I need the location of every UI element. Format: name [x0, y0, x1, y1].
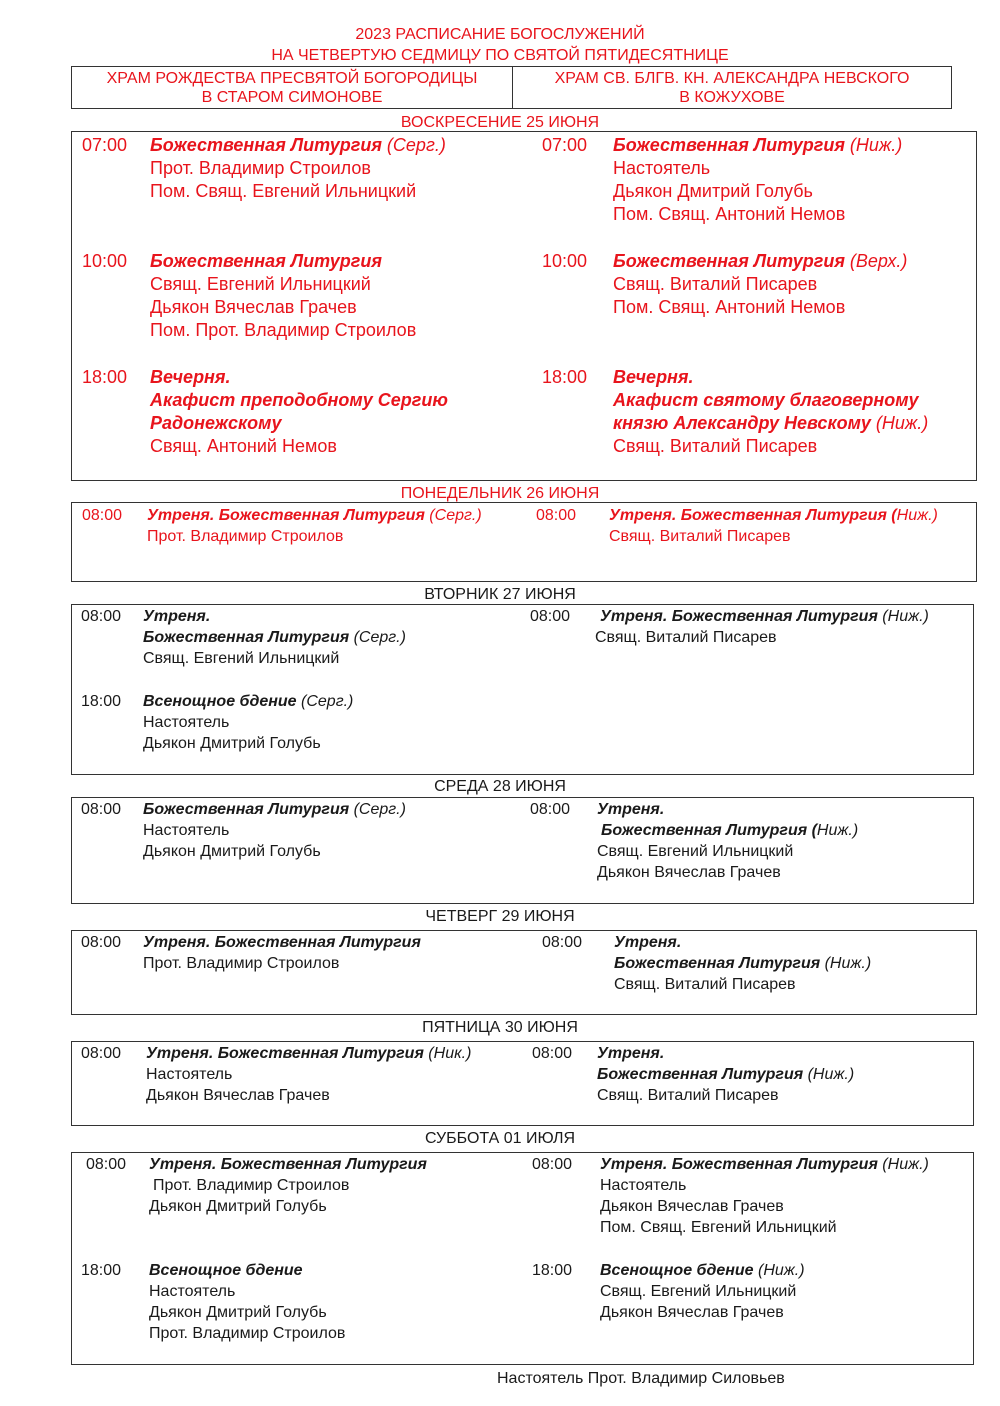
service-time: 10:00	[542, 251, 588, 271]
clergy-line: Настоятель	[149, 1283, 236, 1300]
service-name: Всенощное бдение	[149, 1262, 303, 1279]
service-time: 08:00	[530, 608, 571, 625]
clergy-line: Настоятель	[613, 158, 711, 178]
clergy-line: Дьякон Дмитрий Голубь	[613, 181, 813, 201]
clergy-line: Свящ. Виталий Писарев	[613, 274, 818, 294]
clergy-line: Дьякон Вячеслав Грачев	[597, 864, 781, 881]
service-time: 10:00	[82, 251, 128, 271]
clergy-line: Пом. Прот. Владимир Строилов	[150, 320, 417, 340]
service-time: 08:00	[532, 1045, 573, 1062]
clergy-line: Пом. Свящ. Антоний Немов	[613, 204, 846, 224]
service-name: Всенощное бдение (Ниж.)	[600, 1262, 805, 1279]
service-name: Божественная Литургия (Ниж.)	[601, 822, 859, 839]
church-left-line2: В СТАРОМ СИМОНОВЕ	[201, 89, 383, 106]
schedule-title-line2: НА ЧЕТВЕРТУЮ СЕДМИЦУ ПО СВЯТОЙ ПЯТИДЕСЯТНИЦЕ	[271, 47, 729, 64]
clergy-line: Настоятель	[600, 1177, 687, 1194]
clergy-line: Свящ. Виталий Писарев	[614, 976, 796, 993]
service-name: князю Александру Невскому (Ниж.)	[613, 413, 929, 433]
service-name: Божественная Литургия (Верх.)	[613, 251, 908, 271]
church-right-line2: В КОЖУХОВЕ	[679, 89, 785, 106]
service-name: Утреня.	[143, 608, 211, 625]
clergy-line: Дьякон Вячеслав Грачев	[600, 1304, 784, 1321]
service-name: Всенощное бдение (Серг.)	[143, 693, 354, 710]
day-heading-friday: ПЯТНИЦА 30 ИЮНЯ	[422, 1019, 578, 1036]
clergy-line: Пом. Свящ. Евгений Ильницкий	[150, 181, 417, 201]
church-right-name	[513, 69, 951, 107]
service-name: Утреня. Божественная Литургия (Ниж.)	[609, 507, 938, 524]
clergy-line: Пом. Свящ. Антоний Немов	[613, 297, 846, 317]
schedule-title-line1: 2023 РАСПИСАНИЕ БОГОСЛУЖЕНИЙ	[355, 26, 645, 43]
clergy-line: Пом. Свящ. Евгений Ильницкий	[600, 1219, 837, 1236]
service-name: Вечерня.	[613, 367, 694, 387]
clergy-line: Дьякон Вячеслав Грачев	[600, 1198, 784, 1215]
service-time: 08:00	[82, 507, 123, 524]
service-name: Божественная Литургия (Серг.)	[143, 629, 406, 646]
day-heading-monday: ПОНЕДЕЛЬНИК 26 ИЮНЯ	[400, 485, 600, 502]
service-name: Утреня. Божественная Литургия (Ниж.)	[600, 1156, 929, 1173]
service-name: Акафист святому благоверному	[613, 390, 919, 410]
service-name: Вечерня.	[150, 367, 231, 387]
church-left-line1: ХРАМ РОЖДЕСТВА ПРЕСВЯТОЙ БОГОРОДИЦЫ	[106, 70, 478, 87]
service-name: Божественная Литургия	[150, 251, 382, 271]
service-name: Утреня.	[597, 801, 665, 818]
clergy-line: Свящ. Виталий Писарев	[597, 1087, 779, 1104]
service-name: Утреня.	[597, 1045, 665, 1062]
service-name: Утреня. Божественная Литургия	[143, 934, 421, 951]
service-time: 08:00	[532, 1156, 573, 1173]
service-name: Акафист преподобному Сергию	[150, 390, 448, 410]
service-time: 07:00	[542, 135, 588, 155]
clergy-line: Свящ. Виталий Писарев	[609, 528, 791, 545]
day-heading-wednesday: СРЕДА 28 ИЮНЯ	[434, 778, 566, 795]
service-name: Утреня. Божественная Литургия (Ниж.)	[600, 608, 929, 625]
service-time: 08:00	[86, 1156, 127, 1173]
service-time: 08:00	[81, 934, 122, 951]
service-time: 18:00	[82, 367, 128, 387]
clergy-line: Дьякон Вячеслав Грачев	[150, 297, 357, 317]
day-heading-sunday: ВОСКРЕСЕНИЕ 25 ИЮНЯ	[400, 114, 600, 131]
service-time: 07:00	[82, 135, 128, 155]
clergy-line: Настоятель	[143, 714, 230, 731]
clergy-line: Прот. Владимир Строилов	[150, 158, 371, 178]
church-left-name	[72, 69, 512, 107]
service-name: Утреня. Божественная Литургия	[149, 1156, 427, 1173]
service-time: 08:00	[81, 1045, 122, 1062]
clergy-line: Свящ. Евгений Ильницкий	[600, 1283, 797, 1300]
church-right-line1: ХРАМ СВ. БЛГВ. КН. АЛЕКСАНДРА НЕВСКОГО	[554, 70, 910, 87]
clergy-line: Свящ. Антоний Немов	[150, 436, 337, 456]
service-name: Божественная Литургия (Серг.)	[150, 135, 446, 155]
service-name: Утреня.	[614, 934, 682, 951]
clergy-line: Свящ. Евгений Ильницкий	[597, 843, 794, 860]
service-name: Утреня. Божественная Литургия (Ник.)	[146, 1045, 472, 1062]
clergy-line: Настоятель	[146, 1066, 233, 1083]
service-time: 08:00	[542, 934, 583, 951]
service-time: 08:00	[81, 801, 122, 818]
day-heading-tuesday: ВТОРНИК 27 ИЮНЯ	[424, 586, 576, 603]
clergy-line: Дьякон Дмитрий Голубь	[149, 1304, 327, 1321]
service-name: Утреня. Божественная Литургия (Серг.)	[147, 507, 482, 524]
clergy-line: Дьякон Дмитрий Голубь	[149, 1198, 327, 1215]
service-time: 18:00	[532, 1262, 573, 1279]
service-time: 18:00	[81, 693, 122, 710]
service-name: Божественная Литургия (Ниж.)	[613, 135, 903, 155]
service-time: 08:00	[81, 608, 122, 625]
service-time: 18:00	[542, 367, 588, 387]
service-time: 08:00	[536, 507, 577, 524]
clergy-line: Дьякон Дмитрий Голубь	[143, 735, 321, 752]
service-time: 18:00	[81, 1262, 122, 1279]
clergy-line: Дьякон Дмитрий Голубь	[143, 843, 321, 860]
clergy-line: Прот. Владимир Строилов	[153, 1177, 350, 1194]
clergy-line: Прот. Владимир Строилов	[147, 528, 344, 545]
day-heading-thursday: ЧЕТВЕРГ 29 ИЮНЯ	[425, 908, 575, 925]
service-name: Божественная Литургия (Серг.)	[143, 801, 406, 818]
service-name: Божественная Литургия (Ниж.)	[597, 1066, 855, 1083]
service-name: Радонежскому	[150, 413, 282, 433]
church-header-box	[71, 66, 952, 109]
service-time: 08:00	[530, 801, 571, 818]
clergy-line: Настоятель	[143, 822, 230, 839]
clergy-line: Свящ. Виталий Писарев	[595, 629, 777, 646]
clergy-line: Свящ. Евгений Ильницкий	[150, 274, 371, 294]
service-name: Божественная Литургия (Ниж.)	[614, 955, 872, 972]
clergy-line: Свящ. Евгений Ильницкий	[143, 650, 340, 667]
clergy-line: Свящ. Виталий Писарев	[613, 436, 818, 456]
clergy-line: Прот. Владимир Строилов	[149, 1325, 346, 1342]
footer-signature: Настоятель Прот. Владимир Силовьев	[497, 1370, 785, 1387]
day-heading-saturday: СУББОТА 01 ИЮЛЯ	[424, 1130, 576, 1147]
clergy-line: Дьякон Вячеслав Грачев	[146, 1087, 330, 1104]
clergy-line: Прот. Владимир Строилов	[143, 955, 340, 972]
